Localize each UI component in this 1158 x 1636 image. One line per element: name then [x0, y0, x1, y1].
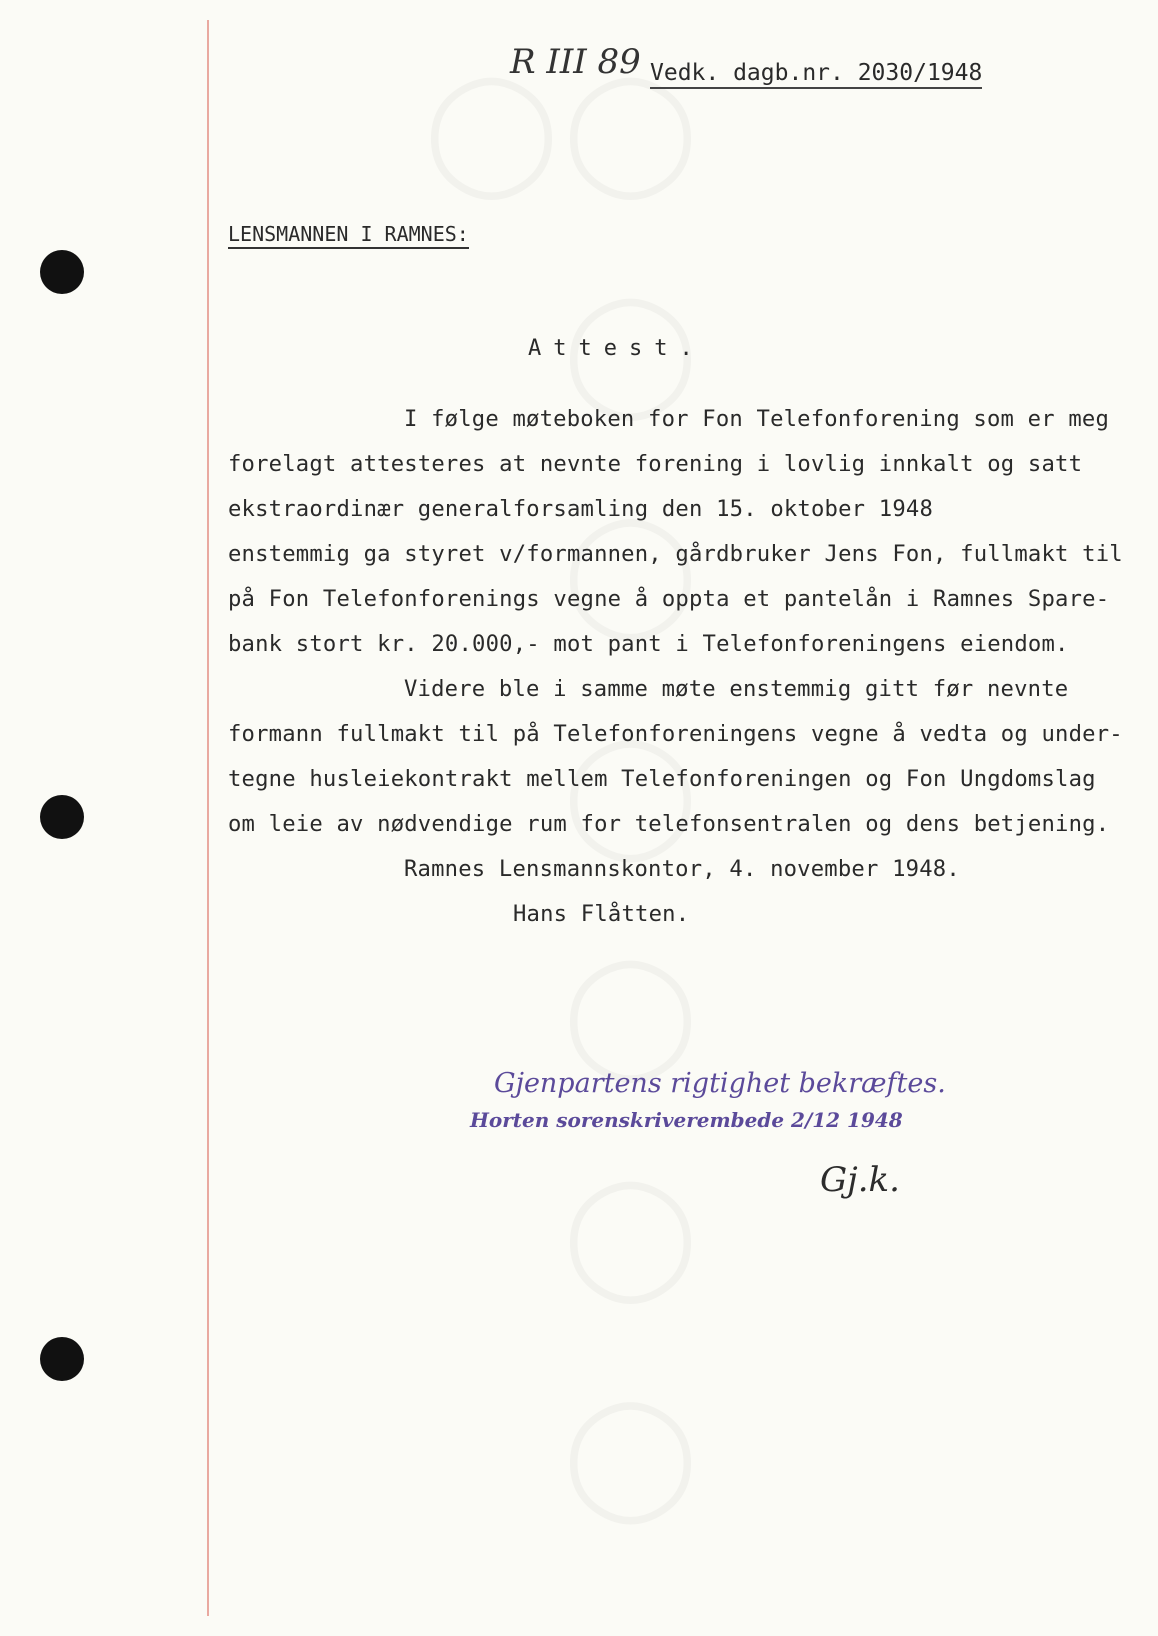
- body-line: I følge møteboken for Fon Telefonforening som er meg: [404, 406, 1110, 432]
- certification-stamp-line1: Gjenpartens rigtighet bekræftes.: [494, 1068, 946, 1099]
- journal-number: Vedk. dagb.nr. 2030/1948: [650, 60, 982, 89]
- body-line: enstemmig ga styret v/formannen, gårdbruker Jens Fon, fullmakt til: [228, 541, 1123, 567]
- body-line: tegne husleiekontrakt mellem Telefonforeningen og Fon Ungdomslag: [228, 766, 1096, 792]
- office-heading: LENSMANNEN I RAMNES:: [228, 222, 469, 249]
- handwritten-signature: Gj.k.: [820, 1160, 900, 1200]
- body-line: på Fon Telefonforenings vegne å oppta et pantelån i Ramnes Spare-: [228, 586, 1110, 612]
- place-date: Ramnes Lensmannskontor, 4. november 1948.: [404, 856, 960, 882]
- body-line: om leie av nødvendige rum for telefonsentralen og dens betjening.: [228, 811, 1110, 837]
- punch-hole: [40, 250, 84, 294]
- certification-stamp-line2: Horten sorenskriverembede 2/12 1948: [470, 1108, 903, 1132]
- punch-hole: [40, 1337, 84, 1381]
- handwritten-reference: R III 89: [510, 42, 641, 82]
- punch-hole: [40, 795, 84, 839]
- body-line: formann fullmakt til på Telefonforeningens vegne å vedta og under-: [228, 721, 1123, 747]
- document-title: Attest.: [528, 336, 705, 361]
- margin-line: [207, 20, 209, 1616]
- body-line: Videre ble i samme møte enstemmig gitt før nevnte: [404, 676, 1069, 702]
- signatory-name: Hans Flåtten.: [513, 901, 690, 927]
- body-line: forelagt attesteres at nevnte forening i lovlig innkalt og satt: [228, 451, 1083, 477]
- body-line: bank stort kr. 20.000,- mot pant i Telefonforeningens eiendom.: [228, 631, 1069, 657]
- watermark: [560, 60, 700, 1620]
- body-line: ekstraordinær generalforsamling den 15. oktober 1948: [228, 496, 934, 522]
